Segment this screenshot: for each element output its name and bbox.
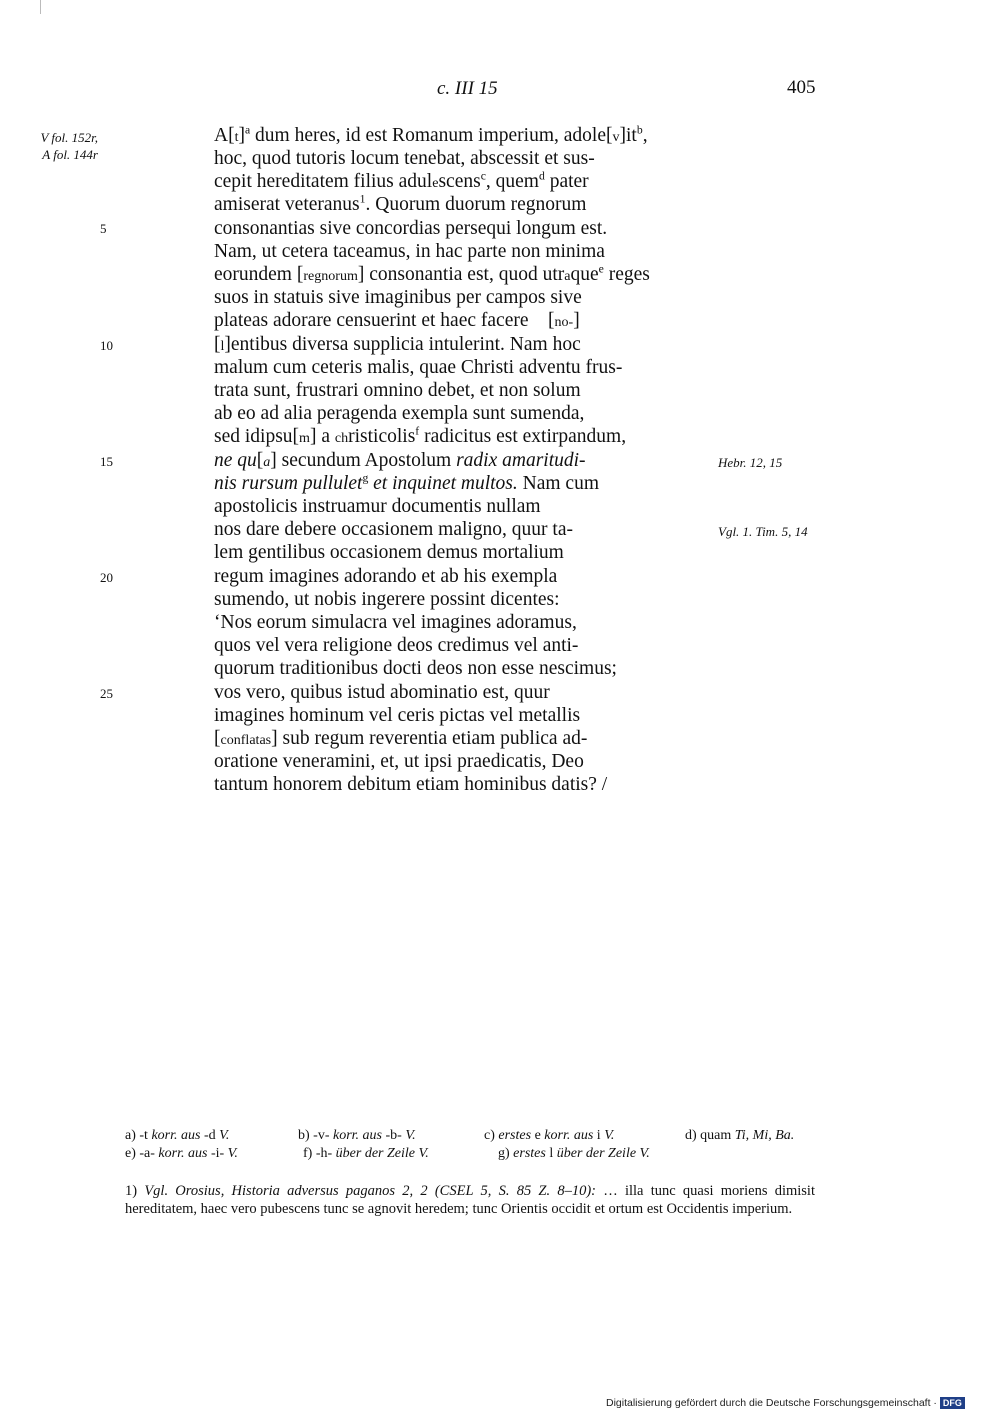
apparatus-note: f) -h- über der Zeile V. — [303, 1146, 429, 1161]
text-line: [l]entibus diversa supplicia intulerint. Nam hoc — [214, 334, 581, 355]
text-line: ne qu[a] secundum Apostolum radix amaritudi- — [214, 450, 586, 471]
manuscript-siglum: A fol. 144r — [42, 147, 98, 162]
text-line: malum cum ceteris malis, quae Christi adventu frus- — [214, 357, 623, 378]
text-line: nos dare debere occasionem maligno, quur ta- — [214, 519, 573, 540]
text-line: quorum traditionibus docti deos non esse nescimus; — [214, 658, 617, 679]
source-footnote: 1) Vgl. Orosius, Historia adversus paganos 2, 2 (CSEL 5, S. 85 Z. 8–10): … illa tunc quasi moriens dimisit hereditatem, haec vero pubescens tunc se agnovit heredem; tunc Orientis occidit et ortum est Occidentis imperium. — [125, 1183, 815, 1217]
marginal-reference: Hebr. 12, 15 — [718, 455, 783, 470]
text-line: amiserat veteranus$^1$. Quorum duorum regnorum — [214, 192, 587, 215]
line-number: 10 — [100, 338, 113, 353]
text-line: cepit hereditatem filius adulescens$^c$, quem$^d$ pater — [214, 169, 589, 192]
apparatus-note: a) -t korr. aus -d V. — [125, 1128, 230, 1143]
text-line: lem gentilibus occasionem demus mortalium — [214, 542, 564, 563]
text-line: plateas adorare censuerint et haec facere [no-] — [214, 310, 580, 331]
dfg-logo: DFG — [940, 1397, 965, 1409]
text-line: [conflatas] sub regum reverentia etiam publica ad- — [214, 728, 588, 749]
line-number: 5 — [100, 221, 107, 236]
text-line: quos vel vera religione deos credimus vel anti- — [214, 635, 579, 656]
text-line: $A[t]^a$ dum heres, id est Romanum imperium, $adole[v]it^b$, — [214, 123, 648, 146]
text-line: consonantias sive concordias persequi longum est. — [214, 218, 608, 239]
text-line: ab eo ad alia peragenda exempla sunt sumenda, — [214, 403, 585, 424]
text-line: sed idipsu[m] a christicolis$^f$ radicitus est extirpandum, — [214, 424, 627, 447]
text-line: nis rursum pullulet$^g$ et inquinet multos. Nam cum — [214, 471, 600, 494]
text-line: hoc, quod tutoris locum tenebat, abscessit et sus- — [214, 148, 595, 169]
text-line: apostolicis instruamur documentis nullam — [214, 496, 541, 517]
line-number: 20 — [100, 570, 113, 585]
scan-edge-mark — [40, 0, 41, 14]
manuscript-siglum: V fol. 152r, — [40, 130, 98, 145]
text-line: trata sunt, frustrari omnino debet, et non solum — [214, 380, 581, 401]
text-line: oratione veneramini, et, ut ipsi praedicatis, Deo — [214, 751, 584, 772]
text-line: ‘Nos eorum simulacra vel imagines adoramus, — [214, 612, 577, 633]
apparatus-note: c) erstes e korr. aus i V. — [484, 1128, 615, 1143]
digitization-credit — [606, 1397, 965, 1409]
text-line: eorundem [regnorum] consonantia est, quod utraque$^e$ reges — [214, 262, 650, 285]
credit-text: Digitalisierung gefördert durch die Deutsche Forschungsgemeinschaft · — [606, 1397, 937, 1409]
text-line: vos vero, quibus istud abominatio est, quur — [214, 682, 550, 703]
apparatus-note: b) -v- korr. aus -b- V. — [298, 1128, 416, 1143]
apparatus-note: e) -a- korr. aus -i- V. — [125, 1146, 238, 1161]
text-line: tantum honorem debitum etiam hominibus datis? / — [214, 774, 608, 795]
apparatus-note: d) quam Ti, Mi, Ba. — [685, 1128, 795, 1143]
text-line: regum imagines adorando et ab his exempla — [214, 566, 558, 587]
page-number: 405 — [787, 77, 816, 98]
text-line: Nam, ut cetera taceamus, in hac parte non minima — [214, 241, 605, 262]
text-line: suos in statuis sive imaginibus per campos sive — [214, 287, 582, 308]
line-number: 25 — [100, 686, 113, 701]
line-number: 15 — [100, 454, 113, 469]
marginal-reference: Vgl. 1. Tim. 5, 14 — [718, 524, 808, 539]
text-line: sumendo, ut nobis ingerere possint dicentes: — [214, 589, 560, 610]
running-head: c. III 15 — [437, 78, 498, 99]
text-line: imagines hominum vel ceris pictas vel metallis — [214, 705, 581, 726]
apparatus-note: g) erstes l über der Zeile V. — [498, 1146, 650, 1161]
